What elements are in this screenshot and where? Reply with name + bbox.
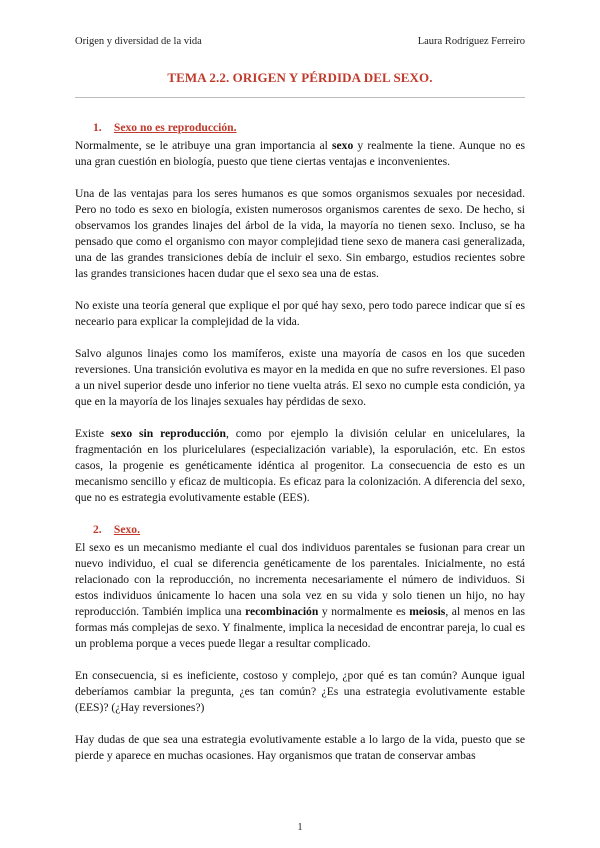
document-body xyxy=(75,120,525,780)
paragraph xyxy=(75,540,525,652)
paragraph xyxy=(75,426,525,506)
section-title: Sexo no es reproducción. xyxy=(113,121,237,134)
section-number: 1. xyxy=(93,121,102,134)
document-title: TEMA 2.2. ORIGEN Y PÉRDIDA DEL SEXO. xyxy=(167,70,433,85)
text-run: El sexo es un mecanismo mediante el cual dos individuos parentales se fusionan para crear un nuevo individuo, el cual se diferencia genéticamente de los parentales. Inicialmente, no está relacionado con la reproducción, no incrementa necesariamente el número de individuos. Si estos individuos únicamente lo hacen una sola vez en su vida y solo tienen un hijo, no hay reproducción. También implica una xyxy=(75,541,525,618)
text-run: , al menos en las formas más complejas de sexo. Y finalmente, implica la necesidad de encontrar pareja, lo cual es un problema porque a veces puede llegar a resultar complicado. xyxy=(75,605,526,650)
paragraph: Salvo algunos linajes como los mamíferos, existe una mayoría de casos en los que suceden reversiones. Una transición evolutiva es mayor en la medida en que no sufre reversiones. El paso a un nivel superior desde uno inferior no tiene vuelta atrás. El sexo no cumple esta condición, ya que en la mayoría de los linajes sexuales hay pérdidas de sexo. xyxy=(75,347,525,408)
text-run: , como por ejemplo la división celular en unicelulares, la fragmentación en los pluricelulares (especialización variable), la esporulación, etc. En estos casos, la progenie es genéticamente idéntica al progenitor. La consecuencia de esto es un mecanismo sencillo y eficaz de multicopia. Es eficaz para la colonización. A diferencia del sexo, que no es estrategia evolutivamente estable (EES). xyxy=(75,427,525,504)
section-title: Sexo. xyxy=(113,523,140,536)
text-run: y normalmente es xyxy=(318,605,410,618)
section-heading-2 xyxy=(93,522,525,538)
text-run: Existe xyxy=(75,427,111,440)
header-author: Laura Rodríguez Ferreiro xyxy=(417,36,525,47)
bold-term: meiosis xyxy=(409,605,446,618)
title-divider xyxy=(75,97,525,98)
section-number: 2. xyxy=(93,523,102,536)
page-number: 1 xyxy=(297,822,303,833)
bold-term: sexo sin reproducción xyxy=(110,427,227,440)
paragraph: No existe una teoría general que explique el por qué hay sexo, pero todo parece indicar que sí es neceario para explicar la complejidad de la vida. xyxy=(75,299,525,328)
section-heading-1 xyxy=(93,120,525,136)
header-course: Origen y diversidad de la vida xyxy=(75,36,202,47)
paragraph: Una de las ventajas para los seres humanos es que somos organismos sexuales por necesidad. Pero no todo es sexo en biología, existen numerosos organismos carentes de sexo. De hecho, si observamos los grandes linajes del árbol de la vida, la mayoría no tienen sexo. Incluso, se ha pensado que como el organismo con mayor complejidad tiene sexo de manera casi generalizada, una de las grandes transiciones debía de incluir el sexo. Sin embargo, estudios recientes sobre las grandes transiciones hacen dudar que el sexo sea una de estas. xyxy=(75,187,525,280)
paragraph: En consecuencia, si es ineficiente, costoso y complejo, ¿por qué es tan común? Aunque igual deberíamos cambiar la pregunta, ¿es tan común? ¿Es una estrategia evolutivamente estable (EES)? (¿Hay reversiones?) xyxy=(75,669,525,714)
text-run: Normalmente, se le atribuye una gran importancia al xyxy=(75,139,332,152)
bold-term: sexo xyxy=(332,139,354,152)
paragraph xyxy=(75,138,525,170)
text-run: y realmente la tiene. Aunque no es una gran cuestión en biología, puesto que tiene ciertas ventajas e inconvenientes. xyxy=(75,139,525,168)
bold-term: recombinación xyxy=(245,605,319,618)
paragraph: Hay dudas de que sea una estrategia evolutivamente estable a lo largo de la vida, puesto que se pierde y aparece en muchas ocasiones. Hay organismos que tratan de conservar ambas xyxy=(75,733,525,762)
page-header xyxy=(75,36,525,52)
